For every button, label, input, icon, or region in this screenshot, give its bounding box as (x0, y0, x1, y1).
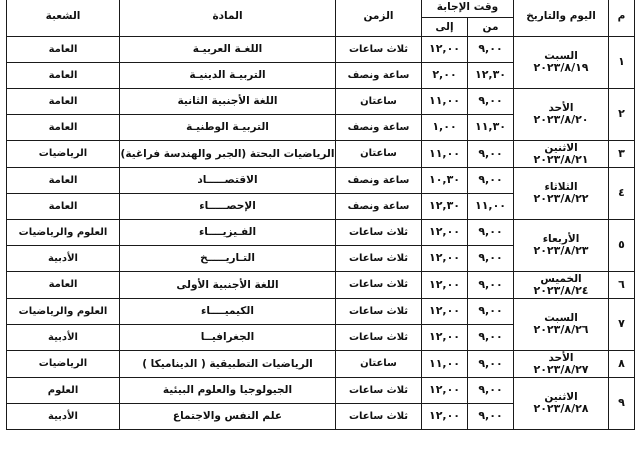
branch: الرياضيات (7, 351, 120, 378)
time-from: ٩,٠٠ (468, 325, 514, 351)
time-from: ٩,٠٠ (468, 246, 514, 272)
duration: ثلاث ساعات (336, 325, 422, 351)
table-row (7, 299, 635, 325)
time-from: ١١,٣٠ (468, 115, 514, 141)
day-name: الأحد (548, 351, 574, 364)
branch: العامة (7, 168, 120, 194)
subject: التربيـة الوطنيـة (120, 115, 336, 141)
time-from: ٩,٠٠ (468, 272, 514, 299)
table-row (7, 378, 635, 404)
time-to: ١٠,٣٠ (422, 168, 468, 194)
day-name: الأربعاء (542, 233, 580, 246)
subject: الجيولوجيا والعلوم البيئية (120, 378, 336, 404)
table-row (7, 351, 635, 378)
header-to: إلى (422, 18, 468, 37)
day-index: ٥ (609, 220, 635, 272)
day-date: ٢٠٢٣/٨/٢٣ (533, 244, 589, 258)
day-index: ٦ (609, 272, 635, 299)
header-index: م (609, 0, 635, 37)
header-from: من (468, 18, 514, 37)
branch: الرياضيات (7, 141, 120, 168)
time-from: ٩,٠٠ (468, 351, 514, 378)
time-to: ١٢,٠٠ (422, 272, 468, 299)
exam-schedule-table (6, 0, 635, 430)
branch: العامة (7, 272, 120, 299)
time-to: ١٢,٠٠ (422, 246, 468, 272)
time-to: ٢,٠٠ (422, 63, 468, 89)
branch: العامة (7, 37, 120, 63)
subject: علم النفس والاجتماع (120, 404, 336, 430)
branch: الأدبية (7, 325, 120, 351)
table-row (7, 168, 635, 194)
time-to: ١١,٠٠ (422, 141, 468, 168)
day-name: الاثنين (544, 141, 578, 154)
table-row (7, 220, 635, 246)
branch: الأدبية (7, 246, 120, 272)
subject: الرياضيات البحتة (الجبر والهندسة فراغية) (120, 141, 336, 168)
day-cell (514, 168, 609, 220)
day-index: ٩ (609, 378, 635, 430)
time-to: ١٢,٠٠ (422, 299, 468, 325)
day-cell (514, 299, 609, 351)
duration: ثلاث ساعات (336, 378, 422, 404)
subject: اللغة الأجنبية الثانية (120, 89, 336, 115)
day-date: ٢٠٢٣/٨/٢٧ (533, 362, 589, 376)
subject: اللغة الأجنبية الأولى (120, 272, 336, 299)
time-to: ١٢,٠٠ (422, 378, 468, 404)
time-to: ١٢,٠٠ (422, 37, 468, 63)
branch: العامة (7, 63, 120, 89)
header-answer-time: وقت الإجابة (422, 0, 514, 18)
time-from: ٩,٠٠ (468, 141, 514, 168)
time-to: ١١,٠٠ (422, 351, 468, 378)
time-from: ٩,٠٠ (468, 299, 514, 325)
day-cell (514, 220, 609, 272)
day-index: ١ (609, 37, 635, 89)
time-from: ٩,٠٠ (468, 89, 514, 115)
subject: الرياضيات التطبيقية ( الديناميكا ) (120, 351, 336, 378)
time-from: ٩,٠٠ (468, 378, 514, 404)
time-from: ١١,٠٠ (468, 194, 514, 220)
header-branch: الشعبة (7, 0, 120, 37)
duration: ساعة ونصف (336, 115, 422, 141)
subject: التربيـة الدينيـة (120, 63, 336, 89)
time-from: ٩,٠٠ (468, 220, 514, 246)
branch: العامة (7, 89, 120, 115)
day-index: ٣ (609, 141, 635, 168)
time-to: ١٢,٣٠ (422, 194, 468, 220)
time-to: ١٢,٠٠ (422, 325, 468, 351)
duration: ثلاث ساعات (336, 37, 422, 63)
duration: ساعتان (336, 141, 422, 168)
subject: اللغـة العربيـة (120, 37, 336, 63)
time-to: ١٢,٠٠ (422, 404, 468, 430)
time-to: ١١,٠٠ (422, 89, 468, 115)
duration: ثلاث ساعات (336, 299, 422, 325)
day-name: السبت (544, 312, 578, 325)
day-cell (514, 89, 609, 141)
time-from: ٩,٠٠ (468, 404, 514, 430)
day-date: ٢٠٢٣/٨/٢٨ (533, 402, 589, 416)
day-cell (514, 141, 609, 168)
duration: ثلاث ساعات (336, 404, 422, 430)
day-cell (514, 272, 609, 299)
day-cell (514, 37, 609, 89)
day-index: ٨ (609, 351, 635, 378)
duration: ثلاث ساعات (336, 246, 422, 272)
table-row (7, 141, 635, 168)
day-name: الخميس (540, 272, 582, 285)
branch: العلوم والرياضيات (7, 220, 120, 246)
duration: ساعتان (336, 89, 422, 115)
table-row (7, 89, 635, 115)
day-date: ٢٠٢٣/٨/٢١ (533, 152, 589, 166)
duration: ساعة ونصف (336, 194, 422, 220)
subject: الجغرافيــا (120, 325, 336, 351)
time-to: ١,٠٠ (422, 115, 468, 141)
time-from: ١٢,٣٠ (468, 63, 514, 89)
day-date: ٢٠٢٣/٨/٢٠ (533, 113, 589, 127)
duration: ساعة ونصف (336, 168, 422, 194)
duration: ساعتان (336, 351, 422, 378)
day-name: السبت (544, 50, 578, 63)
day-cell (514, 351, 609, 378)
day-index: ٢ (609, 89, 635, 141)
day-date: ٢٠٢٣/٨/٢٢ (533, 192, 589, 206)
duration: ثلاث ساعات (336, 220, 422, 246)
day-name: الأحد (548, 102, 574, 115)
duration: ثلاث ساعات (336, 272, 422, 299)
table-row (7, 37, 635, 63)
subject: الكيميــــاء (120, 299, 336, 325)
branch: العلوم والرياضيات (7, 299, 120, 325)
branch: الأدبية (7, 404, 120, 430)
subject: التـاريـــــخ (120, 246, 336, 272)
table-row (7, 272, 635, 299)
subject: الإحصـــــاء (120, 194, 336, 220)
header-duration: الزمن (336, 0, 422, 37)
header-subject: المادة (120, 0, 336, 37)
day-date: ٢٠٢٣/٨/٢٦ (533, 323, 589, 337)
day-cell (514, 378, 609, 430)
branch: العلوم (7, 378, 120, 404)
subject: الفـيزيــــاء (120, 220, 336, 246)
day-name: الاثنين (544, 391, 578, 404)
branch: العامة (7, 194, 120, 220)
day-date: ٢٠٢٣/٨/١٩ (533, 61, 589, 75)
time-to: ١٢,٠٠ (422, 220, 468, 246)
day-date: ٢٠٢٣/٨/٢٤ (533, 283, 589, 297)
time-from: ٩,٠٠ (468, 168, 514, 194)
day-index: ٤ (609, 168, 635, 220)
day-name: الثلاثاء (544, 181, 578, 194)
branch: العامة (7, 115, 120, 141)
time-from: ٩,٠٠ (468, 37, 514, 63)
day-index: ٧ (609, 299, 635, 351)
header-day-date: اليوم والتاريخ (514, 0, 609, 37)
duration: ساعة ونصف (336, 63, 422, 89)
subject: الاقتصـــــاد (120, 168, 336, 194)
